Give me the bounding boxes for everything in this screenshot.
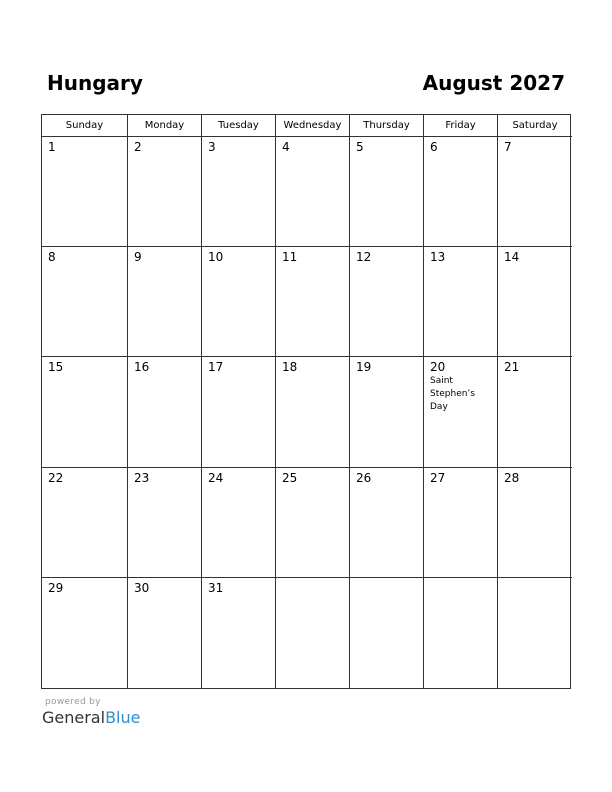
day-cell [202,357,276,467]
weekday-header-sunday: Sunday [42,115,128,137]
powered-by-text: powered by [45,697,101,707]
holiday-label: Saint Stephen’s Day [430,376,475,413]
day-number: 17 [208,360,224,375]
calendar-grid [41,114,571,689]
brand-blue-text: Blue [105,708,141,727]
day-cell [498,357,572,467]
day-cell [202,247,276,357]
day-number: 20 [430,360,446,375]
day-cell [42,578,128,688]
day-number: 27 [430,470,446,485]
generalblue-logo[interactable] [42,708,140,727]
day-number: 29 [48,580,64,595]
day-number: 14 [504,250,520,265]
day-number: 12 [356,250,372,265]
day-cell [350,468,424,578]
day-number: 7 [504,140,512,154]
month-year-title: August 2027 [422,71,565,95]
day-cell [42,357,128,467]
day-number: 11 [282,250,298,265]
day-cell-empty [498,578,572,688]
day-cell [424,247,498,357]
day-number: 9 [134,250,142,265]
day-cell [128,247,202,357]
day-cell [498,468,572,578]
day-number: 15 [48,360,64,375]
day-number: 13 [430,250,446,265]
day-number: 26 [356,470,372,485]
day-cell [276,247,350,357]
day-number: 21 [504,360,520,375]
day-cell [424,137,498,247]
day-number: 18 [282,360,298,375]
day-cell [202,578,276,688]
day-number: 28 [504,470,520,485]
day-number: 22 [48,470,64,485]
day-number: 3 [208,140,216,154]
day-cell [498,137,572,247]
day-number: 31 [208,580,224,595]
day-cell [276,137,350,247]
day-number: 10 [208,250,224,265]
day-cell-empty [350,578,424,688]
day-cell [424,468,498,578]
day-cell [350,247,424,357]
day-cell [202,468,276,578]
day-number: 16 [134,360,150,375]
weekday-header-saturday: Saturday [498,115,572,137]
day-cell [350,137,424,247]
day-number: 23 [134,470,150,485]
day-cell [128,468,202,578]
day-number: 19 [356,360,372,375]
day-cell [128,137,202,247]
day-cell [128,578,202,688]
day-cell-holiday [424,357,498,467]
day-cell [42,247,128,357]
day-cell [350,357,424,467]
day-number: 4 [282,140,290,154]
day-cell [42,468,128,578]
day-cell [42,137,128,247]
day-number: 25 [282,470,298,485]
day-cell-empty [276,578,350,688]
day-cell [202,137,276,247]
day-cell [276,468,350,578]
weekday-header-thursday: Thursday [350,115,424,137]
day-number: 24 [208,470,224,485]
weekday-header-monday: Monday [128,115,202,137]
brand-general-text: General [42,708,106,727]
day-number: 30 [134,580,150,595]
weekday-header-friday: Friday [424,115,498,137]
day-number: 8 [48,250,56,265]
day-cell [498,247,572,357]
day-cell-empty [424,578,498,688]
day-number: 1 [48,140,56,154]
day-number: 6 [430,140,438,154]
day-cell [128,357,202,467]
country-title: Hungary [47,71,143,95]
day-number: 5 [356,140,364,154]
day-cell [276,357,350,467]
day-number: 2 [134,140,142,154]
weekday-header-wednesday: Wednesday [276,115,350,137]
weekday-header-tuesday: Tuesday [202,115,276,137]
